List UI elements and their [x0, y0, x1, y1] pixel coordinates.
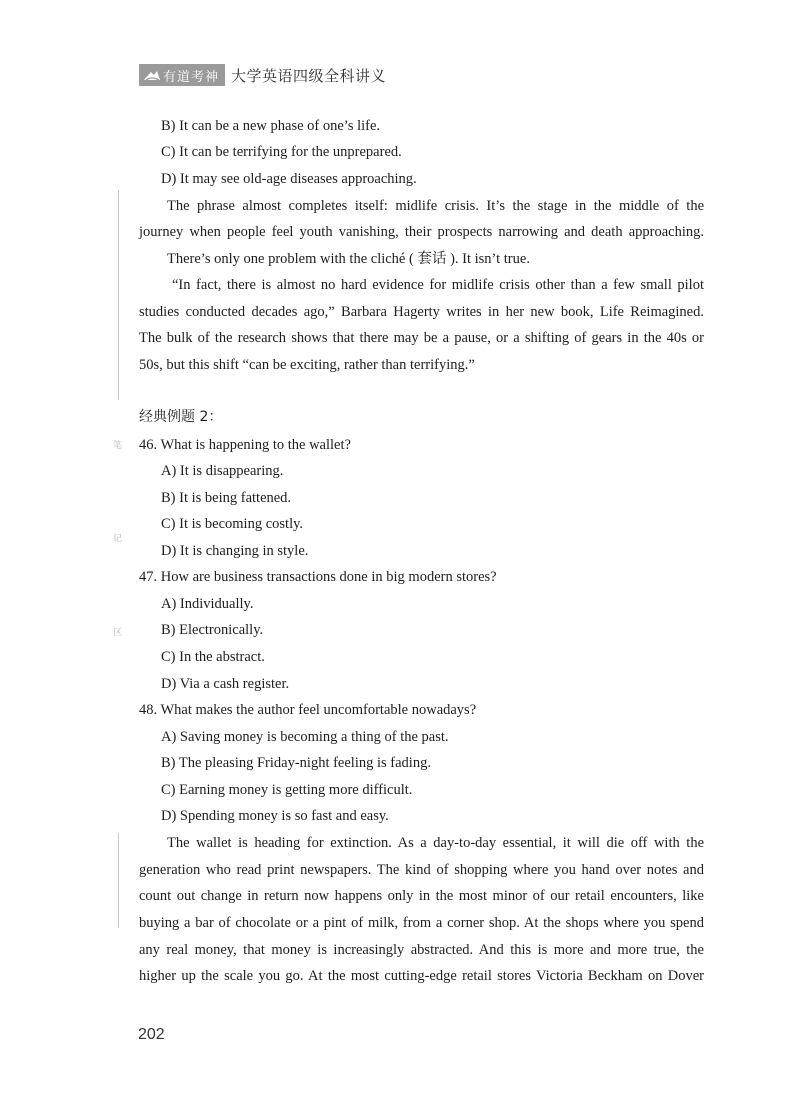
option-line: D) It may see old-age diseases approaching.: [161, 171, 417, 187]
question-stem: 46. What is happening to the wallet?: [139, 437, 351, 453]
option-line: C) It can be terrifying for the unprepared.: [161, 144, 402, 160]
passage-line: journey when people feel youth vanishing, their prospects narrowing and death approaching.: [139, 224, 704, 240]
passage-line: buying a bar of chocolate or a pint of milk, from a corner shop. At the shops where you spend: [139, 915, 704, 931]
option-line: B) The pleasing Friday-night feeling is fading.: [161, 755, 431, 771]
margin-note-qu: 区: [113, 628, 123, 638]
passage-line: any real money, that money is increasingly abstracted. And this is more and more true, the: [139, 942, 704, 958]
option-line: A) Individually.: [161, 596, 254, 612]
section-title: 经典例题 2：: [139, 409, 223, 425]
margin-rule-lower: [118, 833, 119, 928]
option-line: D) Via a cash register.: [161, 676, 290, 692]
passage-line: 50s, but this shift “can be exciting, rather than terrifying.”: [139, 357, 475, 373]
option-line: A) Saving money is becoming a thing of the past.: [161, 729, 449, 745]
margin-rule-upper: [118, 190, 119, 400]
book-title: 大学英语四级全科讲义: [231, 66, 387, 85]
option-line: B) Electronically.: [161, 622, 264, 638]
brand-badge: [139, 64, 225, 86]
passage-line: The wallet is heading for extinction. As a day-to-day essential, it will die off with the: [167, 835, 704, 851]
passage-line: studies conducted decades ago,” Barbara Hagerty writes in her new book, Life Reimagined.: [139, 304, 704, 320]
option-line: A) It is disappearing.: [161, 463, 284, 479]
option-line: B) It is being fattened.: [161, 490, 292, 506]
page-header: [139, 64, 386, 86]
passage-line: There’s only one problem with the cliché ( 套话 ). It isn’t true.: [167, 251, 530, 267]
passage-line: The phrase almost completes itself: midlife crisis. It’s the stage in the middle of the: [167, 198, 704, 214]
margin-note-ji: 记: [113, 534, 123, 544]
option-line: C) In the abstract.: [161, 649, 265, 665]
question-stem: 48. What makes the author feel uncomfortable nowadays?: [139, 702, 477, 718]
passage-line: higher up the scale you go. At the most cutting-edge retail stores Victoria Beckham on Dover: [139, 968, 704, 984]
question-stem: 47. How are business transactions done in big modern stores?: [139, 569, 497, 585]
option-line: C) Earning money is getting more difficult.: [161, 782, 413, 798]
passage-line: “In fact, there is almost no hard evidence for midlife crisis other than a few small pilot: [172, 277, 704, 293]
passage-line: The bulk of the research shows that there may be a pause, or a shifting of gears in the 40s or: [139, 330, 704, 346]
option-line: C) It is becoming costly.: [161, 516, 304, 532]
brand-name: 有道考神: [163, 69, 220, 85]
margin-note-bi: 笔: [113, 441, 123, 451]
passage-line: generation who read print newspapers. The kind of shopping where you hand over notes and: [139, 862, 704, 878]
option-line: B) It can be a new phase of one’s life.: [161, 118, 381, 134]
page-number: 202: [138, 1026, 165, 1043]
passage-line: count out change in return now happens only in the most minor of our retail encounters, like: [139, 888, 704, 904]
option-line: D) It is changing in style.: [161, 543, 309, 559]
brand-logo-icon: [143, 68, 161, 82]
option-line: D) Spending money is so fast and easy.: [161, 808, 389, 824]
